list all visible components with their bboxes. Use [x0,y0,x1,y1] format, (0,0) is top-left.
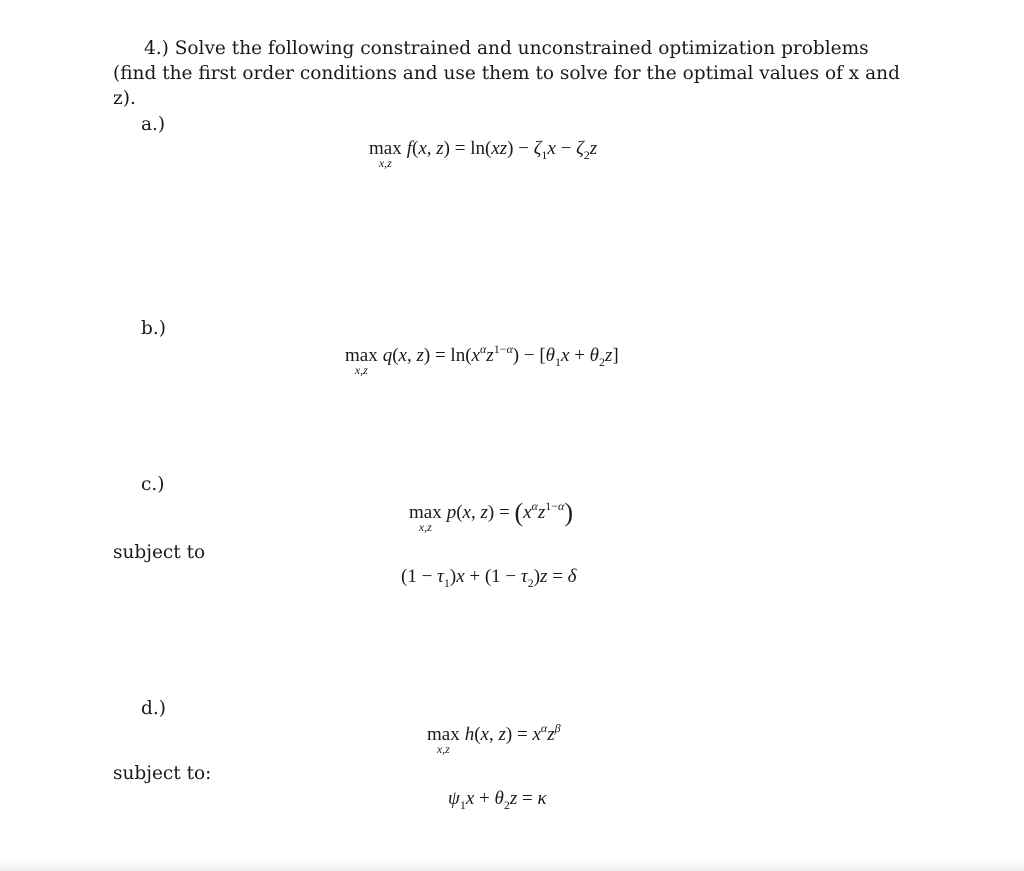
part-c-objective: max x,z p(x, $z) = (x^\alpha z^{1-\alpha})$ [409,498,574,534]
part-d-constraint: $\psi_1x + \theta_2z = \kappa$ [448,788,547,812]
part-a-label: a.) [141,114,166,135]
max-operator: max x,z [409,502,442,534]
part-c-constraint: $(1 - \tau_1)x + (1 - \tau_2)z = \delta$ [401,566,577,590]
part-c-label: c.) [141,474,165,495]
part-d-subject-to: subject to: [113,763,212,784]
part-a-objective: max x,z f(x, $z) = \ln(xz) - \zeta_1x - \zeta_2z$ [369,138,598,170]
part-b-objective: max x,z q(x, $z) = \ln(x^\alpha z^{1-\alpha}) - [\theta_1x + \theta_2z]$ [345,342,619,377]
bottom-edge-shadow [0,859,1024,871]
problem-intro: 4.) Solve the following constrained and unconstrained optimization problems (find the first order conditions and use them to solve for the optimal values of x and z). [113,38,900,109]
max-operator: max x,z [427,724,460,756]
part-d-label: d.) [141,698,166,719]
max-operator: max x,z [369,138,402,170]
part-d-objective: max x,z h(x, $z) = x^\alpha z^\beta$ [427,721,561,756]
part-b-label: b.) [141,318,166,339]
part-c-subject-to: subject to [113,542,206,563]
max-operator: max x,z [345,345,378,377]
